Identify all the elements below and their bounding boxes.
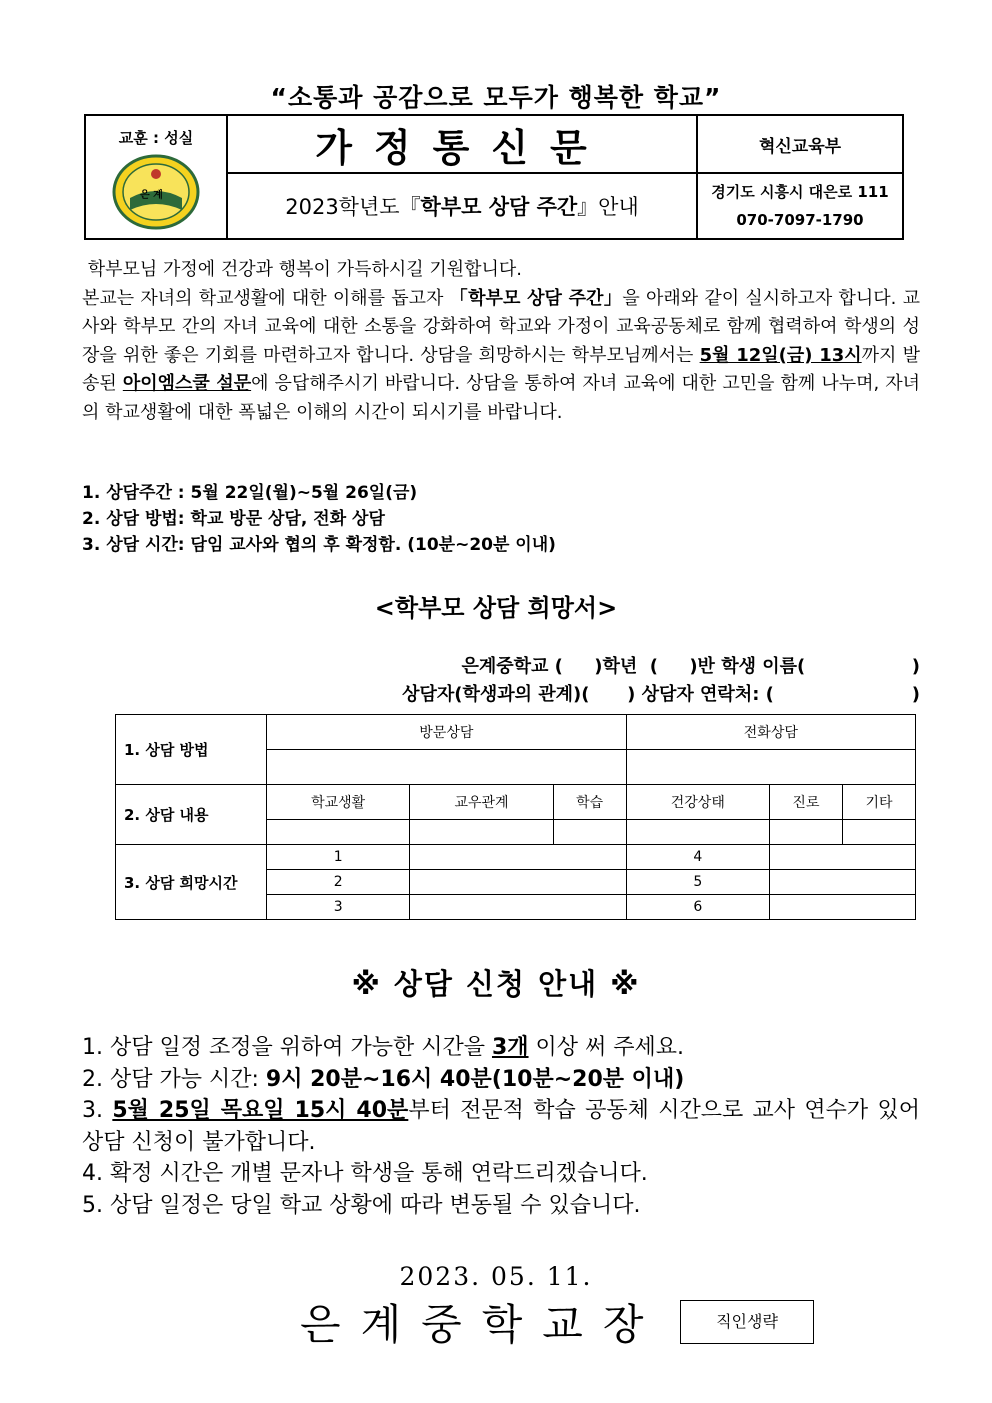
content-other: 기타: [842, 785, 915, 820]
list-item: 3. 5월 25일 목요일 15시 40분부터 전문적 학습 공동체 시간으로 교사 연수가 있어 상담 신청이 불가합니다.: [82, 1098, 921, 1155]
list-item: 5. 상담 일정은 당일 학교 상황에 따라 변동될 수 있습니다.: [82, 1192, 641, 1218]
method-visit: 방문상담: [267, 715, 627, 750]
list-item: 2. 상담 가능 시간: 9시 20분~16시 40분(10분~20분 이내): [82, 1066, 685, 1092]
slot-box[interactable]: [769, 870, 915, 895]
consultation-form-table: [115, 714, 916, 920]
slot-box[interactable]: [410, 845, 626, 870]
issue-date: 2023. 05. 11.: [399, 1262, 593, 1291]
content-box[interactable]: [769, 820, 842, 845]
school-phone: 070-7097-1790: [736, 211, 864, 229]
greeting: 학부모님 가정에 건강과 행복이 가득하시길 기원합니다.: [87, 259, 522, 280]
school-slogan: “소통과 공감으로 모두가 행복한 학교”: [270, 83, 722, 112]
content-study: 학습: [553, 785, 626, 820]
slot-number: 5: [626, 870, 769, 895]
intro-paragraph: 본교는 자녀의 학교생활에 대한 이해를 돕고자 「학부모 상담 주간」을 아래와 같이 실시하고자 합니다. 교사와 학부모 간의 자녀 교육에 대한 소통을 강화하여 학교와 가정이 교육공동체로 함께 협력하여 학생의 성장을 위한 좋은 기회를 마련하고자 합니다. 상담을 희망하시는 학부모님께서는 5월 12일(금) 13시까지 발송된 아이엠스쿨 설문에 응답해주시기 바랍니다. 상담을 통하여 자녀 교육에 대한 고민을 함께 나누며, 자녀의 학교생활에 대한 폭넓은 이해의 시간이 되시기를 바랍니다.: [82, 287, 921, 423]
schedule-items: [82, 480, 556, 558]
list-item: 1. 상담주간 : 5월 22일(월)~5월 26일(금): [82, 483, 418, 503]
notice-list: [82, 1032, 920, 1221]
motto-logo-cell: [85, 115, 227, 239]
list-item: 2. 상담 방법: 학교 방문 상담, 전화 상담: [82, 509, 385, 529]
content-career: 진로: [769, 785, 842, 820]
list-item: 3. 상담 시간: 담임 교사와 협의 후 확정함. (10분~20분 이내): [82, 535, 556, 555]
content-label: 2. 상담 내용: [116, 785, 267, 845]
slot-number: 6: [626, 895, 769, 920]
seal-box: 직인생략: [680, 1300, 814, 1344]
method-label: 1. 상담 방법: [116, 715, 267, 785]
content-box[interactable]: [842, 820, 915, 845]
slot-number: 2: [267, 870, 410, 895]
slot-box[interactable]: [769, 895, 915, 920]
list-item: 1. 상담 일정 조정을 위하여 가능한 시간을 3개 이상 써 주세요.: [82, 1035, 685, 1060]
notice-title: ※ 상담 신청 안내 ※: [351, 967, 641, 1001]
method-visit-box[interactable]: [267, 750, 627, 785]
school-motto: 교훈 : 성실: [118, 128, 194, 147]
method-phone: 전화상담: [626, 715, 915, 750]
contact-cell: [697, 173, 903, 239]
content-friends: 교우관계: [410, 785, 553, 820]
form-title: <학부모 상담 희망서>: [374, 594, 618, 622]
page-title: 가정통신문: [227, 115, 697, 173]
content-box[interactable]: [267, 820, 410, 845]
principal-signature: 은계중학교장: [300, 1300, 664, 1349]
content-box[interactable]: [553, 820, 626, 845]
school-address: 경기도 시흥시 대은로 111: [711, 183, 889, 201]
content-health: 건강상태: [626, 785, 769, 820]
department: 혁신교육부: [697, 115, 903, 173]
slot-box[interactable]: [769, 845, 915, 870]
slot-box[interactable]: [410, 895, 626, 920]
method-phone-box[interactable]: [626, 750, 915, 785]
content-box[interactable]: [626, 820, 769, 845]
content-box[interactable]: [410, 820, 553, 845]
slot-number: 4: [626, 845, 769, 870]
page-subtitle: 2023학년도『학부모 상담 주간』안내: [227, 173, 697, 239]
time-label: 3. 상담 희망시간: [116, 845, 267, 920]
list-item: 4. 확정 시간은 개별 문자나 학생을 통해 연락드리겠습니다.: [82, 1161, 648, 1186]
form-guardian-line: 상담자(학생과의 관계)( ) 상담자 연락처: ( ): [402, 684, 920, 705]
logo-lettering: 은 계: [140, 189, 163, 201]
content-school-life: 학교생활: [267, 785, 410, 820]
letter-header: [84, 114, 904, 240]
form-student-line: 은계중학교 ( )학년 ( )반 학생 이름( ): [461, 656, 920, 677]
slot-number: 1: [267, 845, 410, 870]
school-logo-icon: [112, 154, 200, 230]
slot-number: 3: [267, 895, 410, 920]
slot-box[interactable]: [410, 870, 626, 895]
intro-text: [82, 256, 920, 427]
